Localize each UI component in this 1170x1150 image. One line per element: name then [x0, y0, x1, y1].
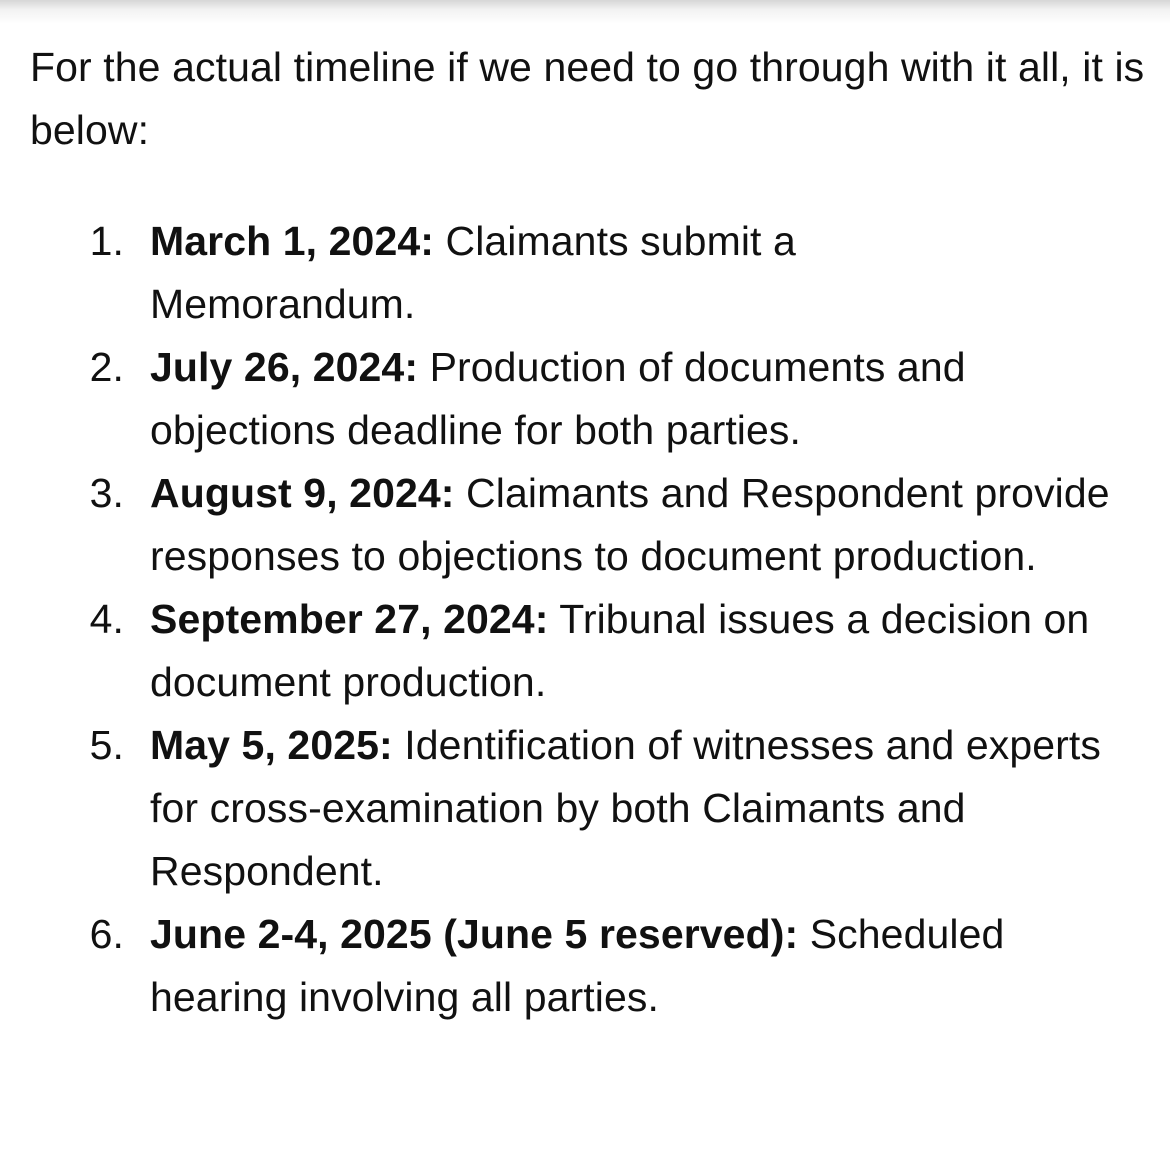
item-number: 3. — [89, 470, 124, 516]
timeline-item — [30, 336, 1145, 462]
intro-paragraph: For the actual timeline if we need to go through with it all, it is below: — [30, 44, 1145, 153]
item-date: May 5, 2025: — [150, 722, 393, 768]
item-text: Claimants submit a Memorandum. — [150, 218, 796, 327]
item-number: 6. — [89, 911, 124, 957]
item-date: September 27, 2024: — [150, 596, 549, 642]
item-date: March 1, 2024: — [150, 218, 434, 264]
item-text: Tribunal issues a decision on document production. — [150, 596, 1090, 705]
item-date: July 26, 2024: — [150, 344, 419, 390]
item-number: 5. — [89, 722, 124, 768]
timeline-item — [30, 714, 1145, 903]
item-number: 4. — [89, 596, 124, 642]
item-text: Production of documents and objections deadline for both parties. — [150, 344, 966, 453]
item-text: Identification of witnesses and experts for cross-examination by both Claimants and Respondent. — [150, 722, 1102, 894]
item-number: 2. — [89, 344, 124, 390]
item-text: Claimants and Respondent provide responses to objections to document production. — [150, 470, 1110, 579]
timeline-list — [30, 210, 1145, 1029]
item-date: June 2-4, 2025 (June 5 reserved): — [150, 911, 799, 957]
message-body — [30, 36, 1145, 1020]
item-date: August 9, 2024: — [150, 470, 455, 516]
item-number: 1. — [89, 218, 124, 264]
timeline-item — [30, 588, 1145, 714]
timeline-item — [30, 903, 1145, 1029]
timeline-item — [30, 210, 910, 336]
timeline-item — [30, 462, 1145, 588]
top-edge-shadow — [0, 0, 1170, 24]
item-text: Scheduled hearing involving all parties. — [150, 911, 1005, 1020]
